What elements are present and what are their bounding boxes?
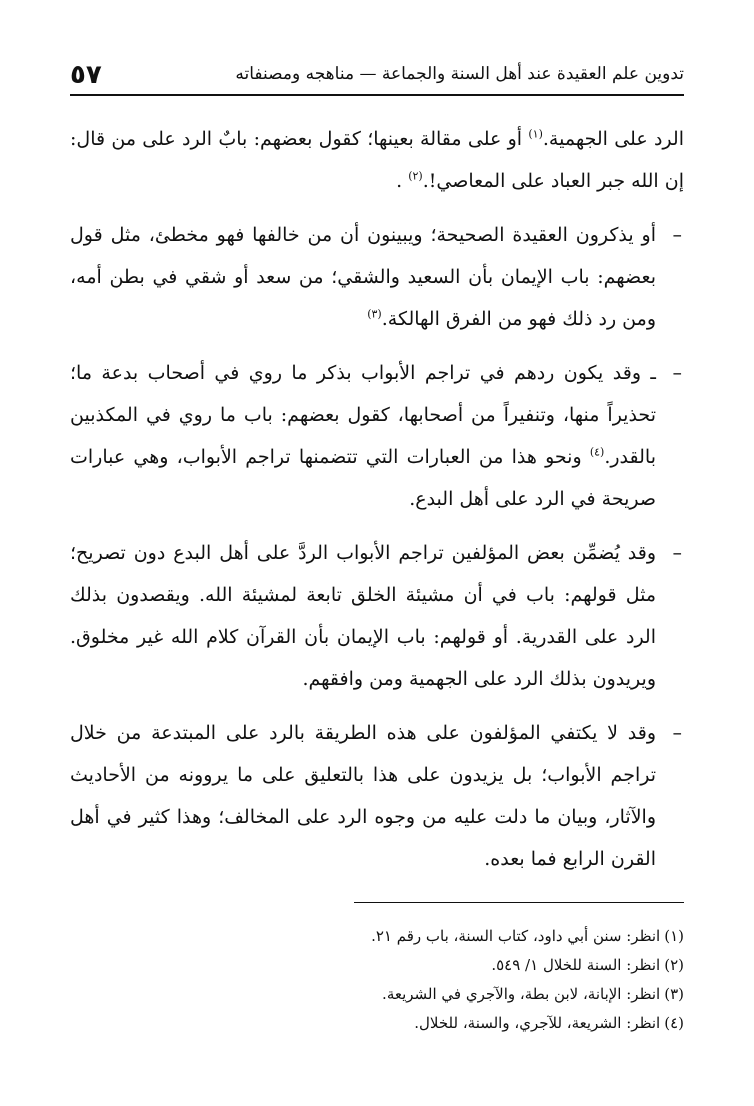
bullet-paragraph: [70, 214, 684, 340]
bullet-paragraph: [70, 532, 684, 700]
paragraph-text: .: [396, 170, 409, 192]
footnote-ref[interactable]: (٣): [367, 307, 382, 321]
paragraph-text: ونحو هذا من العبارات التي تتضمنها تراجم الأبواب، وهي عبارات صريحة في الرد على أهل البدع.: [70, 446, 656, 510]
bullet-paragraph: [70, 352, 684, 520]
footnote-text: انظر: الإبانة، لابن بطة، والآجري في الشريعة.: [382, 985, 661, 1003]
paragraph-text: أو على مقالة بعينها؛ كقول بعضهم: بابٌ الرد على من قال: إن الله جبر العباد على المعاصي!.: [70, 128, 684, 192]
header-title: تدوين علم العقيدة عند أهل السنة والجماعة — مناهجه ومصنفاته: [235, 64, 684, 84]
paragraph-text: ـ وقد يكون ردهم في تراجم الأبواب بذكر ما روي في أصحاب بدعة ما؛ تحذيراً منها، وتنفيراً من أصحابها، كقول بعضهم: باب ما روي في المكذبين بالقدر.: [70, 362, 656, 468]
footnote-ref[interactable]: (٢): [408, 169, 423, 183]
footnote-text: انظر: الشريعة، للآجري، والسنة، للخلال.: [414, 1014, 661, 1032]
bullet-dash: –: [672, 722, 682, 744]
paragraph: [70, 118, 684, 202]
bullet-paragraph: [70, 712, 684, 880]
paragraph-text: وقد يُضمِّن بعض المؤلفين تراجم الأبواب الردَّ على أهل البدع دون تصريح؛ مثل قولهم: باب في أن مشيئة الخلق تابعة لمشيئة الله. ويقصدون بذلك الرد على القدرية. أو قولهم: باب الإيمان بأن القرآن كلام الله غير مخلوق. ويريدون بذلك الرد على الجهمية ومن وافقهم.: [70, 542, 656, 690]
footnote-ref[interactable]: (٤): [589, 445, 605, 459]
footnote: [70, 951, 684, 980]
footnote-text: انظر: سنن أبي داود، كتاب السنة، باب رقم ٢١.: [371, 927, 661, 945]
footnote-text: انظر: السنة للخلال ١/ ٥٤٩.: [491, 956, 661, 974]
bullet-dash: –: [672, 542, 682, 564]
footnote-number: (٣): [664, 985, 684, 1003]
paragraph-text: الرد على الجهمية.: [542, 128, 684, 150]
running-header: [70, 58, 684, 96]
footnote: [70, 1009, 684, 1038]
bullet-dash: –: [672, 224, 682, 246]
footnote-ref[interactable]: (١): [528, 127, 543, 141]
footnote-number: (٢): [664, 956, 684, 974]
bullet-dash: –: [672, 362, 682, 384]
main-text: [70, 118, 684, 892]
footnote-separator: [354, 902, 684, 903]
footnotes: [70, 922, 684, 1038]
footnote: [70, 922, 684, 951]
footnote: [70, 980, 684, 1009]
paragraph-text: أو يذكرون العقيدة الصحيحة؛ ويبينون أن من خالفها فهو مخطئ، مثل قول بعضهم: باب الإيمان بأن السعيد والشقي؛ من سعد أو شقي في بطن أمه، ومن رد ذلك فهو من الفرق الهالكة.: [70, 224, 656, 330]
page-number: ٥٧: [70, 60, 102, 90]
footnote-number: (٤): [664, 1014, 684, 1032]
paragraph-text: وقد لا يكتفي المؤلفون على هذه الطريقة بالرد على المبتدعة من خلال تراجم الأبواب؛ بل يزيدون على هذا بالتعليق على ما يروونه من الأحاديث والآثار، وبيان ما دلت عليه من وجوه الرد على المخالف؛ وهذا كثير في أهل القرن الرابع فما بعده.: [70, 722, 656, 870]
footnote-number: (١): [664, 927, 684, 945]
